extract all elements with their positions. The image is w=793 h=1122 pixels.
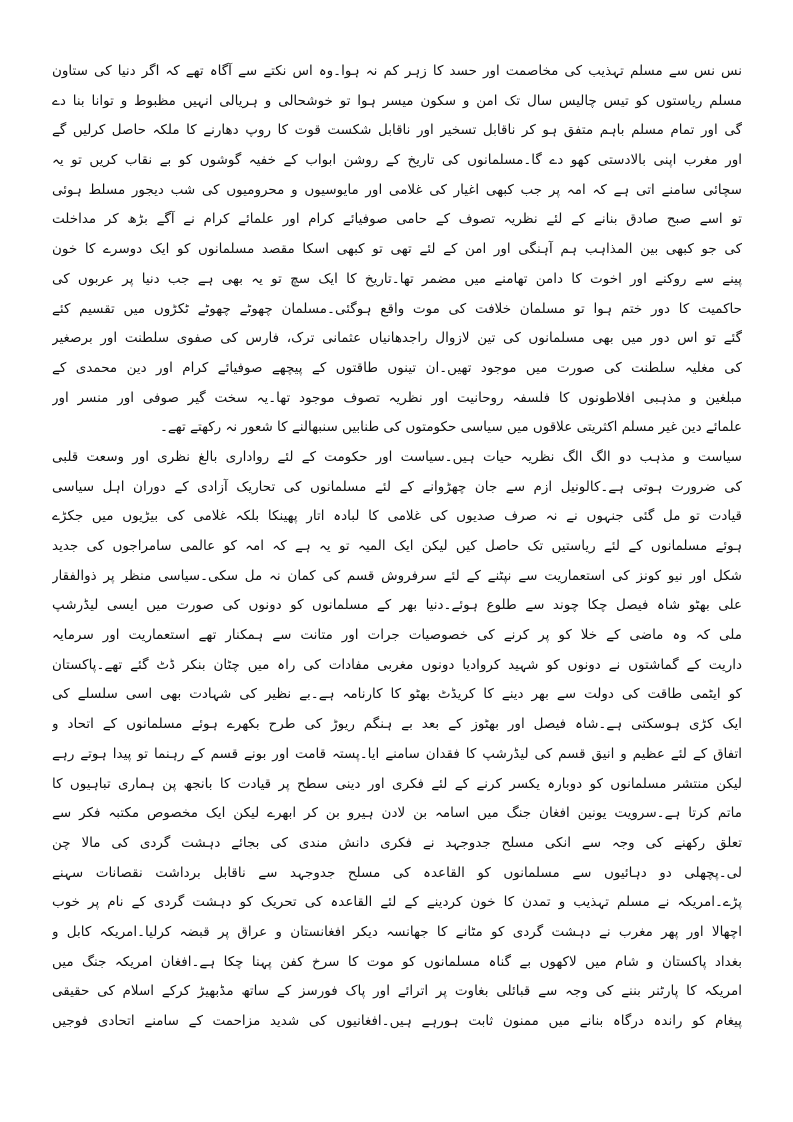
text-line: کو ایٹمی طاقت کی دولت سے بھر دینے کا کریڈٹ بھٹو کا کارنامہ ہے۔بے نظیر کی شہادت بھی اسی سلسلے کی [52, 686, 742, 703]
text-line: گی اور تمام مسلم باہم متفق ہو کر ناقابل تسخیر اور ناقابل شکست قوت کا روپ دھارنے کا ملکہ حاصل کرلیں گے [52, 122, 742, 139]
text-line: قیادت تو مل گئی جنہوں نے نہ صرف صدیوں کی غلامی کا لبادہ اتار پھینکا بلکہ غلامی کی بیڑیوں میں جکڑے [52, 508, 742, 525]
text-line: ماتم کرتا ہے۔سرویت یونین افغان جنگ میں اسامہ بن لادن ہیرو بن کر ابھرے لیکن ایک مخصوص مکتبہ فکر سے [52, 805, 742, 822]
text-line: کی جو کبھی بین المذاہب ہم آہنگی اور امن کے لئے تھی تو کبھی اسکا مقصد مسلمانوں کو ایک دوسرے کا خون [52, 241, 742, 258]
text-line: بغداد پاکستان و شام میں لاکھوں بے گناہ مسلمانوں کو موت کا سرخ کفن پہنا چکا ہے۔افغان امریکہ جنگ میں [52, 953, 742, 970]
text-line: اور مغرب اپنی بالادستی کھو دے گا۔مسلمانوں کی تاریخ کے روشن ابواب کے خفیہ گوشوں کو بے نقاب کریں تو یہ [52, 152, 742, 169]
text-line: پڑے۔امریکہ نے مسلم تہذیب و تمدن کا خون کردینے کے لئے القاعدہ کی تحریک کو دہشت گردی کے نام پر خوب [52, 894, 742, 911]
text-line: شکل اور نیو کونز کی استعماریت سے نپٹنے کے لئے سرفروش قسم کی کمان نہ مل سکی۔سیاسی منظر پر ذوالفقار [52, 567, 742, 584]
text-line: داریت کے گماشتوں نے دونوں کو شہید کروادیا دونوں مغربی مفادات کی راہ میں چٹان بنکر ڈٹ گئے تھے۔پاکستان [52, 656, 742, 673]
text-line: کی ضرورت ہوتی ہے۔کالونیل ازم سے جان چھڑوانے کے لئے مسلمانوں کی تحاریک آزادی کے دوران اہل سیاسی [52, 478, 742, 495]
text-line: مسلم ریاستوں کو تیس چالیس سال تک امن و سکون میسر ہوا تو خوشحالی و ہریالی انہیں مظبوط و توانا بنا دے [52, 92, 742, 109]
text-line: سچائی سامنے اتی ہے کہ امہ پر جب کبھی اغیار کی غلامی اور مایوسیوں و محرومیوں کی شب دیجور مسلط ہوئی [52, 181, 742, 198]
text-line: علی بھٹو شاہ فیصل چکا چوند سے طلوع ہوئے۔دنیا بھر کے مسلمانوں کو دونوں کی صورت میں ایسی لیڈرشپ [52, 597, 742, 614]
text-line: تو اسے صبح صادق بنانے کے لئے نظریہ تصوف کے حامی صوفیائے کرام اور علمائے کرام نے آگے بڑھ کر مداخلت [52, 211, 742, 228]
text-line: تعلق رکھنے کی وجہ سے انکی مسلح جدوجہد نے فکری دانش مندی کی بجائے دہشت گردی کی مالا چن [52, 834, 742, 851]
text-line: امریکہ کا پارٹنر بننے کی وجہ سے قبائلی بغاوت پر اترائے اور پاک فورسز کے ساتھ مڈبھیڑ کرکے اسلام کی حقیقی [52, 983, 742, 1000]
text-line: اچھالا اور پھر مغرب نے دہشت گردی کو مٹانے کا جھانسہ دیکر افغانستان و عراق پر قبضہ کرلیا۔امریکہ کابل و [52, 923, 742, 940]
text-line: ہوئے مسلمانوں کے لئے ریاستیں تک حاصل کیں لیکن ایک المیہ تو یہ ہے کہ امہ کو عالمی سامراجوں کی جدید [52, 538, 742, 554]
article-body [52, 57, 742, 1037]
text-line: سیاست و مذہب دو الگ الگ نظریہ حیات ہیں۔سیاست اور حکومت کے لئے رواداری بالغ نظری اور وسعت قلبی [52, 448, 742, 465]
text-line: کی مغلیہ سلطنت کی صورت میں موجود تھیں۔ان تینوں طاقتوں کے پیچھے صوفیائے کرام اور دین محمدی کے [52, 359, 742, 376]
text-line: پینے سے روکنے اور اخوت کا دامن تھامنے میں مضمر تھا۔تاریخ کا ایک سچ تو یہ بھی ہے جب دنیا پر عربوں کی [52, 270, 742, 287]
text-line: اتفاق کے لئے عظیم و انیق قسم کی لیڈرشپ کا فقدان سامنے ایا۔پستہ قامت اور بونے قسم کے رہنما تو پیدا ہوتے رہے [52, 745, 742, 762]
text-line: حاکمیت کا دور ختم ہوا تو مسلمان خلافت کی موت واقع ہوگئی۔مسلمان چھوٹے چھوٹے ٹکڑوں میں تقسیم کئے [52, 300, 742, 317]
text-line: پیغام کو راندہ درگاہ بنانے میں ممنون ثابت ہورہے ہیں۔افغانیوں کی شدید مزاحمت کے سامنے اتحادی فوجیں [52, 1013, 742, 1029]
text-line: مبلغین و مذہبی افلاطونوں کا فلسفہ روحانیت اور نظریہ تصوف موجود تھا۔یہ سخت گیر صوفی اور منسر اور [52, 389, 742, 406]
text-line: گئے تو اس دور میں بھی مسلمانوں کی تین لازوال راجدھانیاں عثمانی ترک، فارس کی صفوی سلطنت اور برصغیر [52, 330, 742, 347]
text-line: لی۔پچھلی دو دہائیوں سے مسلمانوں کو القاعدہ کی مسلح جدوجہد سے ناقابل برداشت نقصانات سہنے [52, 864, 742, 881]
text-line: لیکن منتشر مسلمانوں کو دوبارہ یکسر کرنے کے لئے فکری اور دینی سطح پر قیادت کا بانجھ پن ہماری تباہیوں کا [52, 775, 742, 792]
text-line: ملی کہ وہ ماضی کے خلا کو پر کرنے کی خصوصیات جرات اور متانت سے ہمکنار تھے استعماریت اور سرمایہ [52, 627, 742, 644]
text-line: ایک کڑی ہوسکتی ہے۔شاہ فیصل اور بھٹوز کے بعد بے ہنگم ریوڑ کی طرح بکھرے ہوئے مسلمانوں کے اتحاد و [52, 716, 742, 733]
text-line: نس نس سے مسلم تہذیب کی مخاصمت اور حسد کا زہر کم نہ ہوا۔وہ اس نکتے سے آگاہ تھے کہ اگر دنیا کی ستاون [52, 63, 742, 79]
paragraph-end-line: علمائے دین غیر مسلم اکثریتی علاقوں میں سیاسی حکومتوں کی طنابیں سنبھالنے کا شعور نہ رکھتے تھے۔ [159, 419, 742, 436]
